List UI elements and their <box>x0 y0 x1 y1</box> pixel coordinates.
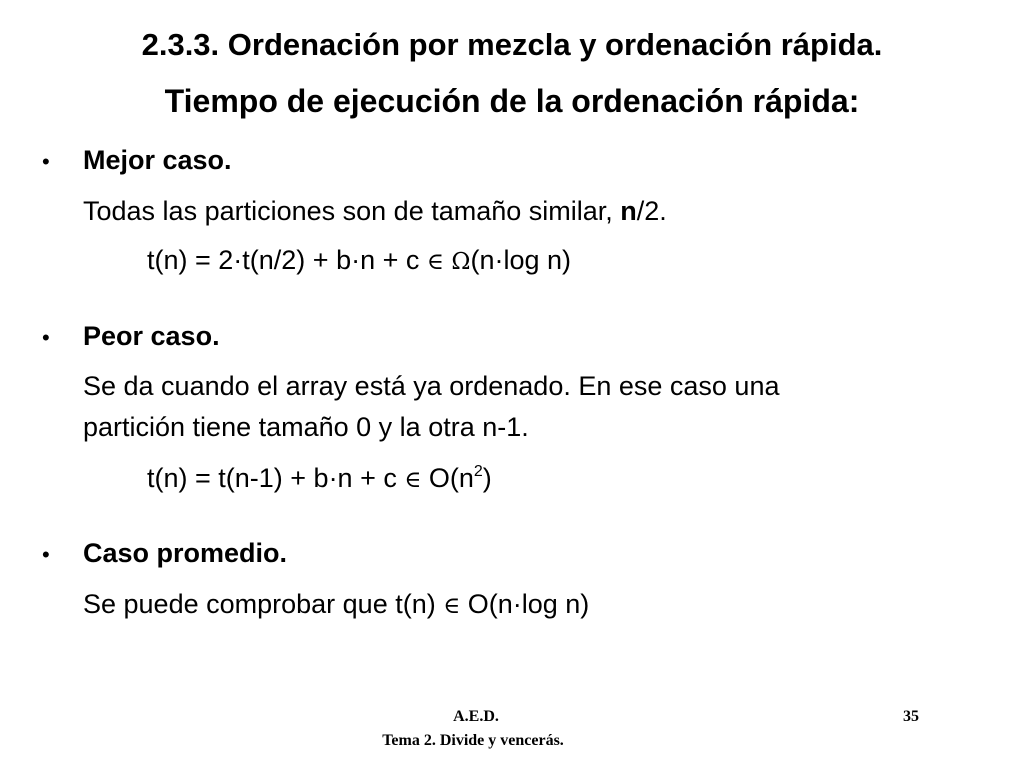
section-heading-worst-case: Peor caso. <box>83 321 220 351</box>
formula-lhs: t(n) = t(n-1) + b·n + c <box>147 463 405 493</box>
bullet-icon: • <box>42 149 50 174</box>
text-segment: Se puede comprobar que t(n) <box>83 589 444 619</box>
formula-rhs-close: ) <box>482 463 492 493</box>
element-of-symbol: ∈ <box>443 593 461 619</box>
formula-rhs: (n·log n) <box>470 245 572 275</box>
formula-rhs: O(n <box>421 463 474 493</box>
exponent: 2 <box>473 463 483 480</box>
section-heading-best-case: Mejor caso. <box>83 145 232 175</box>
section-text-worst-case-line-2: partición tiene tamaño 0 y la otra n-1. <box>83 412 529 442</box>
section-text-worst-case-line-1: Se da cuando el array está ya ordenado. En ese caso una <box>83 371 780 401</box>
formula-worst-case <box>147 458 492 500</box>
formula-lhs: t(n) = 2·t(n/2) + b·n + c <box>147 245 427 275</box>
bullet-icon: • <box>42 542 50 567</box>
omega-symbol: Ω <box>451 249 471 275</box>
formula-best-case <box>147 240 571 282</box>
footer-course: A.E.D. <box>453 708 499 725</box>
section-text-average-case <box>83 584 589 626</box>
section-text-best-case <box>83 191 667 231</box>
page-number: 35 <box>903 708 919 725</box>
element-of-symbol: ∈ <box>426 249 444 275</box>
slide-title: 2.3.3. Ordenación por mezcla y ordenación rápida. <box>141 27 883 62</box>
section-heading-average-case: Caso promedio. <box>83 538 288 568</box>
bullet-icon: • <box>42 325 50 350</box>
text-segment: O(n·log n) <box>460 589 590 619</box>
element-of-symbol: ∈ <box>404 467 422 493</box>
text-segment: Todas las particiones son de tamaño similar, <box>83 196 621 226</box>
text-segment: /2. <box>636 196 667 226</box>
slide-subtitle: Tiempo de ejecución de la ordenación rápida: <box>164 83 860 119</box>
footer-topic: Tema 2. Divide y vencerás. <box>382 732 564 749</box>
bold-variable: n <box>620 196 637 226</box>
